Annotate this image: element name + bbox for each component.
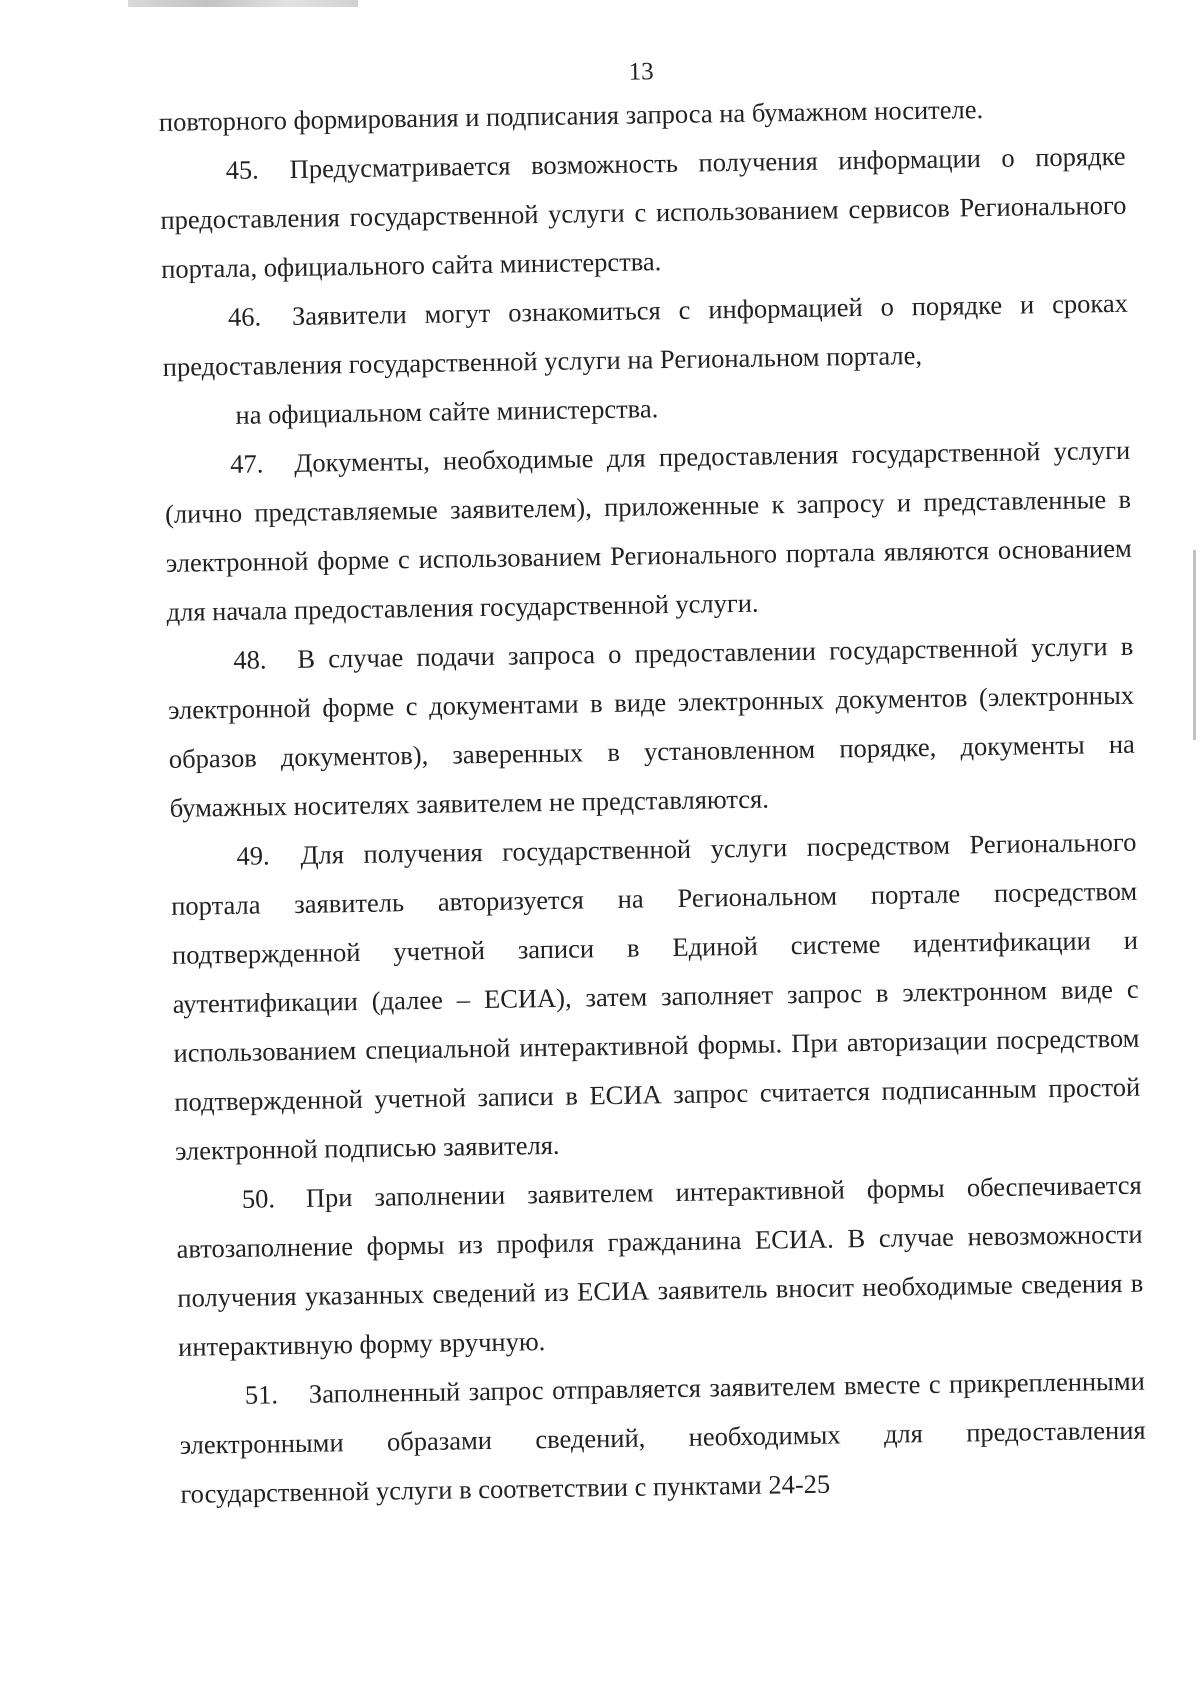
paragraph-number: 46. [227,301,262,332]
paragraph-number: 48. [233,644,267,675]
page-number: 13 [628,58,654,86]
paragraph-51 [179,1357,1147,1519]
paragraph-47 [164,426,1133,637]
paragraph-46 [162,279,1129,392]
paragraph-number: 45. [225,154,260,185]
paragraph-text: на официальном сайте министерства. [235,393,659,430]
paragraph-50 [175,1161,1144,1372]
paragraph-text: Документы, необходимые для предоставления государственной услуги (лично представляемые заявителем), приложенные к запросу и представленные в электронной форме с использованием Регионального портала являются основанием для начала предоставления государственной услуги. [164,434,1132,627]
paragraph-text: Предусматривается возможность получения информации о порядке предоставления государственной услуги с использованием сервисов Регионального портала, официального сайта министерства. [160,140,1127,284]
document-page [158,49,1149,1644]
paragraph-number: 47. [230,448,264,479]
paragraph-45 [159,132,1127,294]
paragraph-48 [167,622,1136,833]
scan-artifact [128,0,358,7]
paragraph-text: повторного формирования и подписания запроса на бумажном носителе. [158,94,984,137]
paragraph-text: Заполненный запрос отправляется заявителем вместе с прикрепленными электронными образами сведений, необходимых для предоставления государственной услуги в соответствии с пунктами 24-25 [179,1365,1146,1509]
paragraph-text: В случае подачи запроса о предоставлении государственной услуги в электронной форме с документами в виде электронных документов (электронных образов документов), заверенных в установленном порядке, документы на бумажных носителях заявителем не представляются. [167,630,1136,823]
paragraph-text: При заполнении заявителем интерактивной формы обеспечивается автозаполнение формы из профиля гражданина ЕСИА. В случае невозможности получения указанных сведений из ЕСИА заявитель вносит необходимые сведения в интерактивную форму вручную. [176,1169,1144,1362]
paragraph-text: Заявители могут ознакомиться с информацией о порядке и сроках предоставления государственной услуги на Региональном портале, [162,287,1129,382]
scan-edge-line [1193,550,1196,740]
paragraph-number: 50. [241,1183,276,1214]
paragraph-49 [170,818,1141,1176]
paragraph-number: 51. [244,1379,279,1410]
paragraph-number: 49. [236,840,270,871]
paragraph-text: Для получения государственной услуги посредством Регионального портала заявитель авторизуется на Региональном портале посредством подтвержденной учетной записи в Единой системе идентификации и аутентификации (далее – ЕСИА), затем заполняет запрос в электронном виде с использованием специальной интерактивной формы. При авторизации посредством подтвержденной учетной записи в ЕСИА запрос считается подписанным простой электронной подписью заявителя. [170,826,1141,1166]
